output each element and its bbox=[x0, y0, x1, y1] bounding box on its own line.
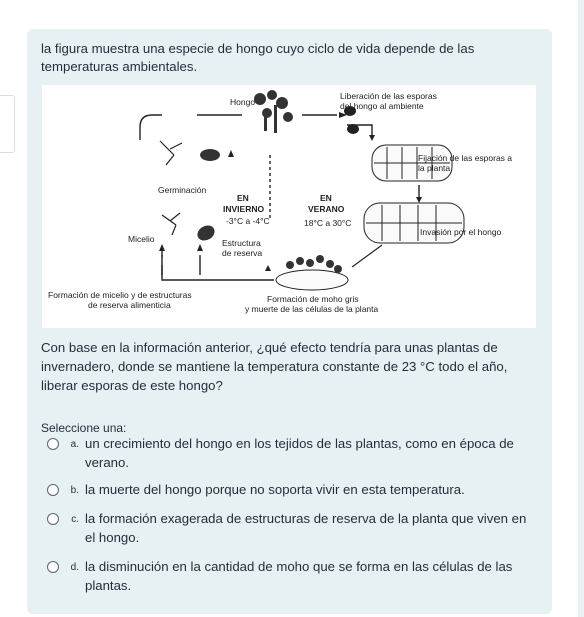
mold-icon bbox=[276, 255, 348, 290]
label-verano: VERANO bbox=[308, 204, 345, 214]
label-temp-verano: 18°C a 30°C bbox=[304, 218, 352, 228]
left-margin bbox=[0, 0, 14, 617]
option-b[interactable] bbox=[47, 480, 537, 500]
radio-b[interactable] bbox=[47, 484, 59, 496]
life-cycle-figure bbox=[42, 85, 536, 328]
radio-d[interactable] bbox=[47, 561, 59, 573]
option-letter: b. bbox=[70, 485, 79, 496]
label-en-verano: EN bbox=[320, 193, 332, 203]
select-label: Seleccione una: bbox=[41, 421, 127, 435]
label-invierno: INVIERNO bbox=[223, 204, 265, 214]
label-micelio: Micelio bbox=[128, 234, 155, 244]
label-moho: Formación de moho gris bbox=[267, 294, 359, 304]
option-c[interactable] bbox=[47, 509, 537, 547]
label-temp-invierno: -3°C a -4°C bbox=[226, 216, 270, 226]
label-hongo: Hongo bbox=[230, 97, 256, 107]
fungus-icon bbox=[254, 90, 293, 133]
option-letter: d. bbox=[70, 562, 79, 573]
radio-a[interactable] bbox=[47, 438, 59, 450]
option-d[interactable] bbox=[47, 557, 537, 595]
option-letter: a. bbox=[70, 439, 79, 450]
option-a[interactable] bbox=[47, 434, 537, 472]
option-text: la disminución en la cantidad de moho que se forma en las células de las plantas. bbox=[85, 559, 513, 593]
option-letter: c. bbox=[71, 514, 79, 525]
side-panel-tab[interactable] bbox=[0, 95, 15, 153]
label-germinacion: Germinación bbox=[158, 185, 207, 195]
option-text: un crecimiento del hongo en los tejidos de las plantas, como en época de verano. bbox=[85, 436, 514, 470]
label-moho-2: y muerte de las células de la planta bbox=[245, 304, 379, 314]
question-prompt: Con base en la información anterior, ¿qué efecto tendría para unas plantas de invernadero, donde se mantiene la temperatura constante de 23 °C todo el año, liberar esporas de este hongo? bbox=[41, 340, 508, 393]
label-en-invierno: EN bbox=[237, 193, 249, 203]
label-liberacion-2: del hongo al ambiente bbox=[340, 101, 424, 111]
label-fijacion: Fijación de las esporas a bbox=[418, 153, 513, 163]
radio-c[interactable] bbox=[47, 513, 59, 525]
life-cycle-diagram bbox=[42, 85, 536, 328]
label-fijacion-2: la planta bbox=[418, 163, 451, 173]
label-liberacion: Liberación de las esporas bbox=[340, 91, 437, 101]
scrollbar[interactable] bbox=[578, 0, 584, 617]
label-reserva: de reserva bbox=[222, 248, 263, 258]
question-intro: la figura muestra una especie de hongo cuyo ciclo de vida depende de las temperaturas ambientales. bbox=[41, 41, 475, 74]
label-formacion-micelio: Formación de micelio y de estructuras bbox=[48, 290, 192, 300]
arrow-hongo-left bbox=[140, 115, 162, 140]
label-estructura: Estructura bbox=[222, 238, 261, 248]
option-text: la formación exagerada de estructuras de reserva de la planta que viven en el hongo. bbox=[85, 511, 527, 545]
label-invasion: Invasión por el hongo bbox=[420, 227, 502, 237]
label-formacion-micelio-2: de reserva alimenticia bbox=[88, 300, 171, 310]
option-text: la muerte del hongo porque no soporta vivir en esta temperatura. bbox=[85, 482, 465, 497]
